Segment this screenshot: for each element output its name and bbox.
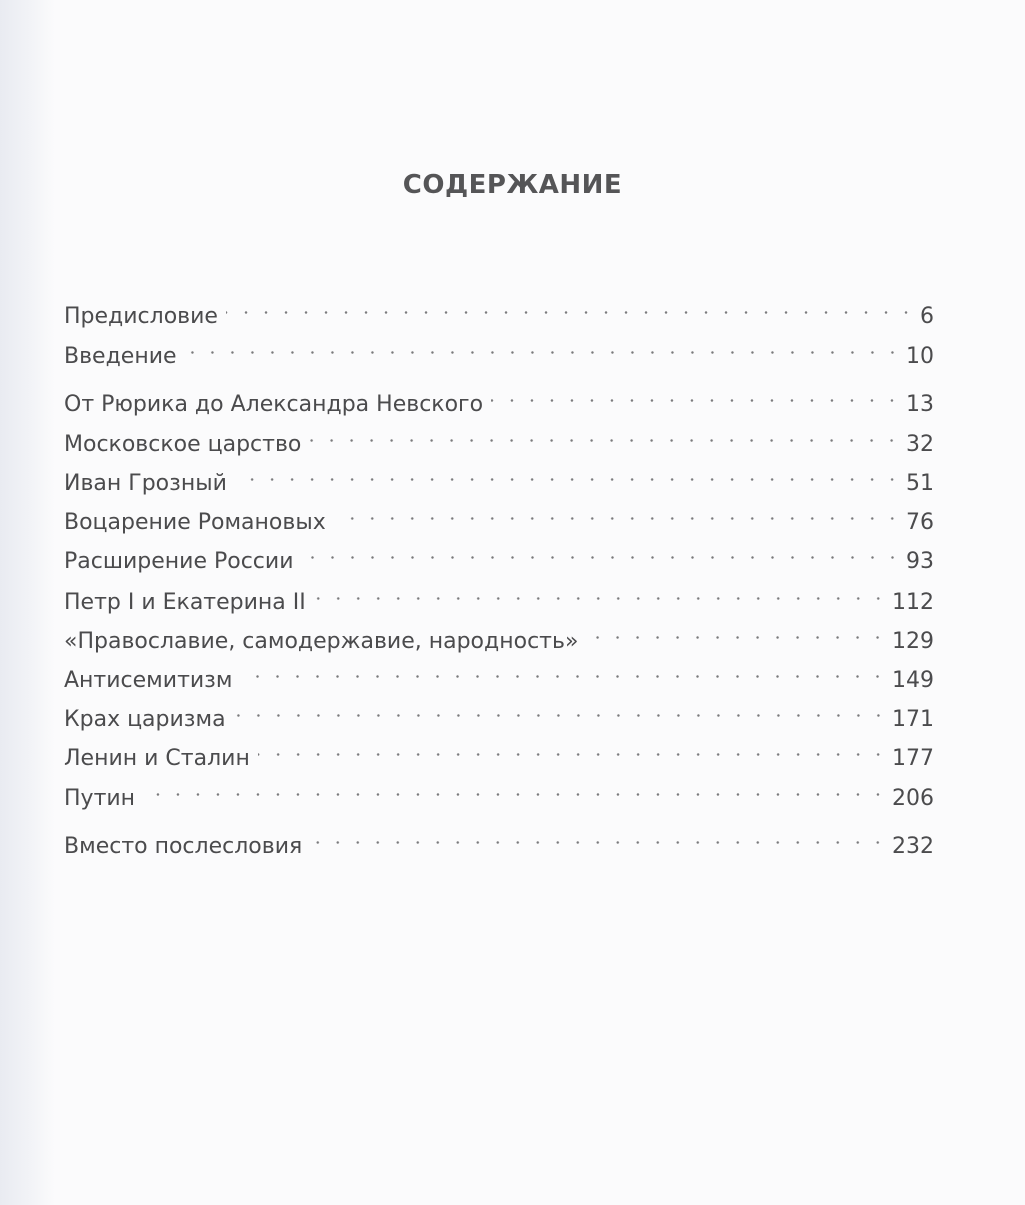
toc-entry[interactable] [64, 333, 934, 369]
toc-entry[interactable] [64, 775, 934, 811]
dot-leader [141, 775, 888, 805]
toc-entry-title: Вместо послесловия [64, 834, 303, 859]
dot-leader [224, 293, 916, 323]
toc-page-number: 149 [892, 668, 934, 693]
toc-entry[interactable] [64, 618, 934, 654]
toc-entry-title: Воцарение Романовых [64, 510, 326, 535]
dot-leader [307, 421, 902, 451]
toc-entry-title: Московское царство [64, 432, 302, 457]
toc-entry-title: Крах царизма [64, 707, 226, 732]
toc-page-number: 51 [906, 471, 934, 496]
toc-entry-title: «Православие, самодержавие, народность» [64, 629, 579, 654]
toc-entry[interactable] [64, 381, 934, 417]
toc-entry-title: Петр I и Екатерина II [64, 590, 306, 615]
dot-leader [332, 499, 902, 529]
toc-entry[interactable] [64, 421, 934, 457]
dot-leader [584, 618, 888, 648]
toc-page-number: 177 [892, 746, 934, 771]
toc-entry[interactable] [64, 293, 934, 329]
dot-leader [233, 460, 902, 490]
dot-leader [308, 823, 888, 853]
toc-entry[interactable] [64, 538, 934, 574]
dot-leader [238, 657, 888, 687]
toc-page-number: 129 [892, 629, 934, 654]
toc-entry[interactable] [64, 499, 934, 535]
toc-entry[interactable] [64, 579, 934, 615]
toc-entry-title: Антисемитизм [64, 668, 233, 693]
toc-entry[interactable] [64, 823, 934, 859]
toc-entry[interactable] [64, 735, 934, 771]
dot-leader [183, 333, 902, 363]
show-through-text [60, 990, 940, 1200]
toc-page-number: 232 [892, 834, 934, 859]
dot-leader [312, 579, 888, 609]
toc-entry-title: Ленин и Сталин [64, 746, 250, 771]
toc-entry[interactable] [64, 657, 934, 693]
toc-entry-title: Иван Грозный [64, 471, 227, 496]
toc-page-number: 93 [906, 549, 934, 574]
toc-page-number: 13 [906, 392, 934, 417]
toc-page-number: 32 [906, 432, 934, 457]
toc-page-number: 171 [892, 707, 934, 732]
toc-entry-title: Расширение России [64, 549, 294, 574]
toc-entry-title: Введение [64, 344, 177, 369]
dot-leader [300, 538, 903, 568]
toc-page-number: 206 [892, 786, 934, 811]
toc-page-number: 112 [892, 590, 934, 615]
page-title: СОДЕРЖАНИЕ [402, 170, 623, 200]
toc-entry-title: Предисловие [64, 304, 218, 329]
dot-leader [489, 381, 902, 411]
dot-leader [232, 696, 888, 726]
toc-entry-title: От Рюрика до Александра Невского [64, 392, 484, 417]
toc-page-number: 10 [906, 344, 934, 369]
toc-entry[interactable] [64, 460, 934, 496]
dot-leader [256, 735, 888, 765]
toc-page-number: 6 [920, 304, 934, 329]
toc-page-number: 76 [906, 510, 934, 535]
toc-entry-title: Путин [64, 786, 136, 811]
toc-entry[interactable] [64, 696, 934, 732]
